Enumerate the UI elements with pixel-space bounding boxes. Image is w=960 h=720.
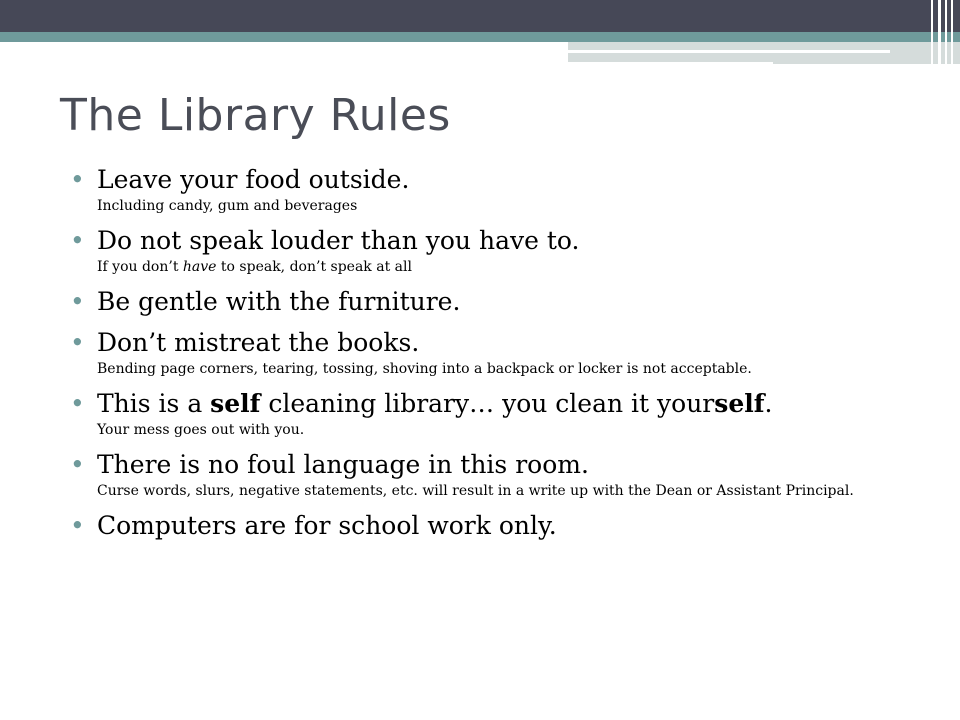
header-banner [0,0,960,32]
list-item [70,388,900,440]
rule-note: Curse words, slurs, negative statements, etc. will result in a write up with the Dean or Assistant Principal. [97,483,854,499]
bullet-icon: • [70,287,85,316]
list-item [70,225,900,277]
rule-text: This is a self cleaning library… you clean it yourself. [97,389,773,418]
rule-note: Including candy, gum and beverages [97,198,358,214]
bullet-icon: • [70,450,85,479]
rules-list [70,164,900,551]
rule-text: There is no foul language in this room. [97,450,589,479]
bullet-icon: • [70,226,85,255]
list-item [70,164,900,216]
header-line [568,50,890,53]
rule-text: Do not speak louder than you have to. [97,226,580,255]
rule-text: Be gentle with the furniture. [97,287,461,316]
rule-note: Your mess goes out with you. [97,422,305,438]
bullet-icon: • [70,389,85,418]
header-line [568,62,773,65]
list-item [70,449,900,501]
bullet-icon: • [70,165,85,194]
header-grey-band [568,42,960,64]
slide-title: The Library Rules [60,90,451,141]
rule-text: Computers are for school work only. [97,511,557,540]
bullet-icon: • [70,511,85,540]
list-item [70,327,900,379]
rule-text: Don’t mistreat the books. [97,328,420,357]
header-stripe [938,0,941,64]
list-item [70,510,900,542]
list-item [70,286,900,318]
header-divider [0,42,568,47]
rule-text: Leave your food outside. [97,165,410,194]
header-accent-band [0,32,960,42]
emphasis: have [182,259,217,275]
header-stripe [951,0,953,64]
bold-self: self [714,389,765,418]
header-stripe [931,0,933,64]
bold-self: self [210,389,261,418]
bullet-icon: • [70,328,85,357]
rule-note: Bending page corners, tearing, tossing, shoving into a backpack or locker is not acceptable. [97,361,752,377]
rule-note: If you don’t have to speak, don’t speak at all [97,259,412,275]
header-stripe [945,0,947,64]
